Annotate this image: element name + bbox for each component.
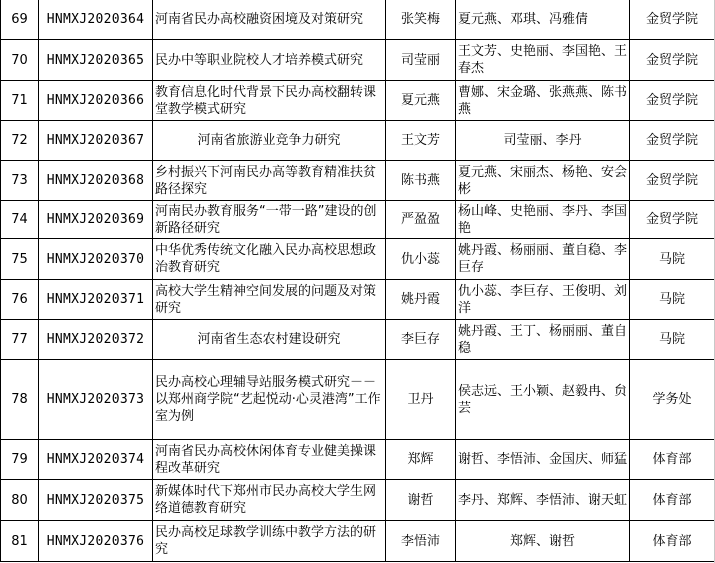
project-members: 夏元燕、宋丽杰、杨艳、安会彬 [456, 161, 630, 201]
project-title: 民办中等职业院校人才培养模式研究 [153, 40, 386, 81]
project-members: 曹娜、宋金璐、张燕燕、陈书燕 [456, 81, 630, 121]
table-row [1, 201, 715, 239]
row-number: 72 [1, 121, 39, 161]
project-unit: 金贸学院 [630, 121, 715, 161]
project-unit: 马院 [630, 239, 715, 280]
project-host: 李巨存 [386, 320, 456, 360]
project-unit: 体育部 [630, 521, 715, 562]
project-code: HNMXJ2020368 [39, 161, 153, 201]
project-code: HNMXJ2020375 [39, 480, 153, 521]
project-members: 夏元燕、邓琪、冯雅倩 [456, 0, 630, 40]
table-row [1, 0, 715, 40]
table-row [1, 280, 715, 320]
project-title: 河南民办教育服务“一带一路”建设的创新路径研究 [153, 201, 386, 239]
project-members: 姚丹霞、王丁、杨丽丽、董自稳 [456, 320, 630, 360]
project-host: 夏元燕 [386, 81, 456, 121]
table-row [1, 320, 715, 360]
table-row [1, 440, 715, 480]
project-title: 中华优秀传统文化融入民办高校思想政治教育研究 [153, 239, 386, 280]
project-host: 王文芳 [386, 121, 456, 161]
project-members: 王文芳、史艳丽、李国艳、王春杰 [456, 40, 630, 81]
row-number: 79 [1, 440, 39, 480]
project-unit: 金贸学院 [630, 201, 715, 239]
row-number: 81 [1, 521, 39, 562]
project-unit: 学务处 [630, 360, 715, 440]
project-host: 郑辉 [386, 440, 456, 480]
project-unit: 体育部 [630, 480, 715, 521]
table-row [1, 239, 715, 280]
project-title: 新媒体时代下郑州市民办高校大学生网络道德教育研究 [153, 480, 386, 521]
project-title: 河南省生态农村建设研究 [153, 320, 386, 360]
project-title: 河南省民办高校休闲体育专业健美操课程改革研究 [153, 440, 386, 480]
project-members: 杨山峰、史艳丽、李丹、李国艳 [456, 201, 630, 239]
row-number: 71 [1, 81, 39, 121]
project-unit: 马院 [630, 320, 715, 360]
project-unit: 金贸学院 [630, 81, 715, 121]
project-host: 陈书燕 [386, 161, 456, 201]
project-title: 河南省民办高校融资困境及对策研究 [153, 0, 386, 40]
project-host: 卫丹 [386, 360, 456, 440]
table-row [1, 40, 715, 81]
project-host: 严盈盈 [386, 201, 456, 239]
project-code: HNMXJ2020364 [39, 0, 153, 40]
project-code: HNMXJ2020374 [39, 440, 153, 480]
project-members: 姚丹霞、杨丽丽、董自稳、李巨存 [456, 239, 630, 280]
row-number: 69 [1, 0, 39, 40]
project-title: 教育信息化时代背景下民办高校翻转课堂教学模式研究 [153, 81, 386, 121]
project-host: 司莹丽 [386, 40, 456, 81]
project-title: 河南省旅游业竞争力研究 [153, 121, 386, 161]
row-number: 75 [1, 239, 39, 280]
row-number: 76 [1, 280, 39, 320]
project-host: 姚丹霞 [386, 280, 456, 320]
table-row [1, 480, 715, 521]
project-code: HNMXJ2020372 [39, 320, 153, 360]
table-row [1, 81, 715, 121]
project-code: HNMXJ2020367 [39, 121, 153, 161]
row-number: 78 [1, 360, 39, 440]
table-row [1, 121, 715, 161]
table-row [1, 360, 715, 440]
project-code: HNMXJ2020369 [39, 201, 153, 239]
project-members: 司莹丽、李丹 [456, 121, 630, 161]
project-host: 谢哲 [386, 480, 456, 521]
project-code: HNMXJ2020366 [39, 81, 153, 121]
table-row [1, 161, 715, 201]
project-code: HNMXJ2020373 [39, 360, 153, 440]
project-unit: 马院 [630, 280, 715, 320]
project-title: 高校大学生精神空间发展的问题及对策研究 [153, 280, 386, 320]
project-members: 仇小蕊、李巨存、王俊明、刘洋 [456, 280, 630, 320]
project-code: HNMXJ2020365 [39, 40, 153, 81]
table-row [1, 521, 715, 562]
project-host: 张笑梅 [386, 0, 456, 40]
project-unit: 金贸学院 [630, 0, 715, 40]
project-unit: 金贸学院 [630, 161, 715, 201]
project-host: 李悟沛 [386, 521, 456, 562]
project-code: HNMXJ2020370 [39, 239, 153, 280]
project-members: 侯志远、王小颖、赵毅冉、贠芸 [456, 360, 630, 440]
row-number: 73 [1, 161, 39, 201]
row-number: 70 [1, 40, 39, 81]
project-code: HNMXJ2020376 [39, 521, 153, 562]
row-number: 77 [1, 320, 39, 360]
project-host: 仇小蕊 [386, 239, 456, 280]
row-number: 74 [1, 201, 39, 239]
project-title: 民办高校心理辅导站服务模式研究－－以郑州商学院“艺起悦动·心灵港湾”工作室为例 [153, 360, 386, 440]
project-members: 谢哲、李悟沛、金国庆、师猛 [456, 440, 630, 480]
project-title: 民办高校足球教学训练中教学方法的研究 [153, 521, 386, 562]
project-unit: 金贸学院 [630, 40, 715, 81]
project-code: HNMXJ2020371 [39, 280, 153, 320]
project-members: 郑辉、谢哲 [456, 521, 630, 562]
row-number: 80 [1, 480, 39, 521]
project-unit: 体育部 [630, 440, 715, 480]
project-members: 李丹、郑辉、李悟沛、谢天虹 [456, 480, 630, 521]
project-title: 乡村振兴下河南民办高等教育精准扶贫路径探究 [153, 161, 386, 201]
